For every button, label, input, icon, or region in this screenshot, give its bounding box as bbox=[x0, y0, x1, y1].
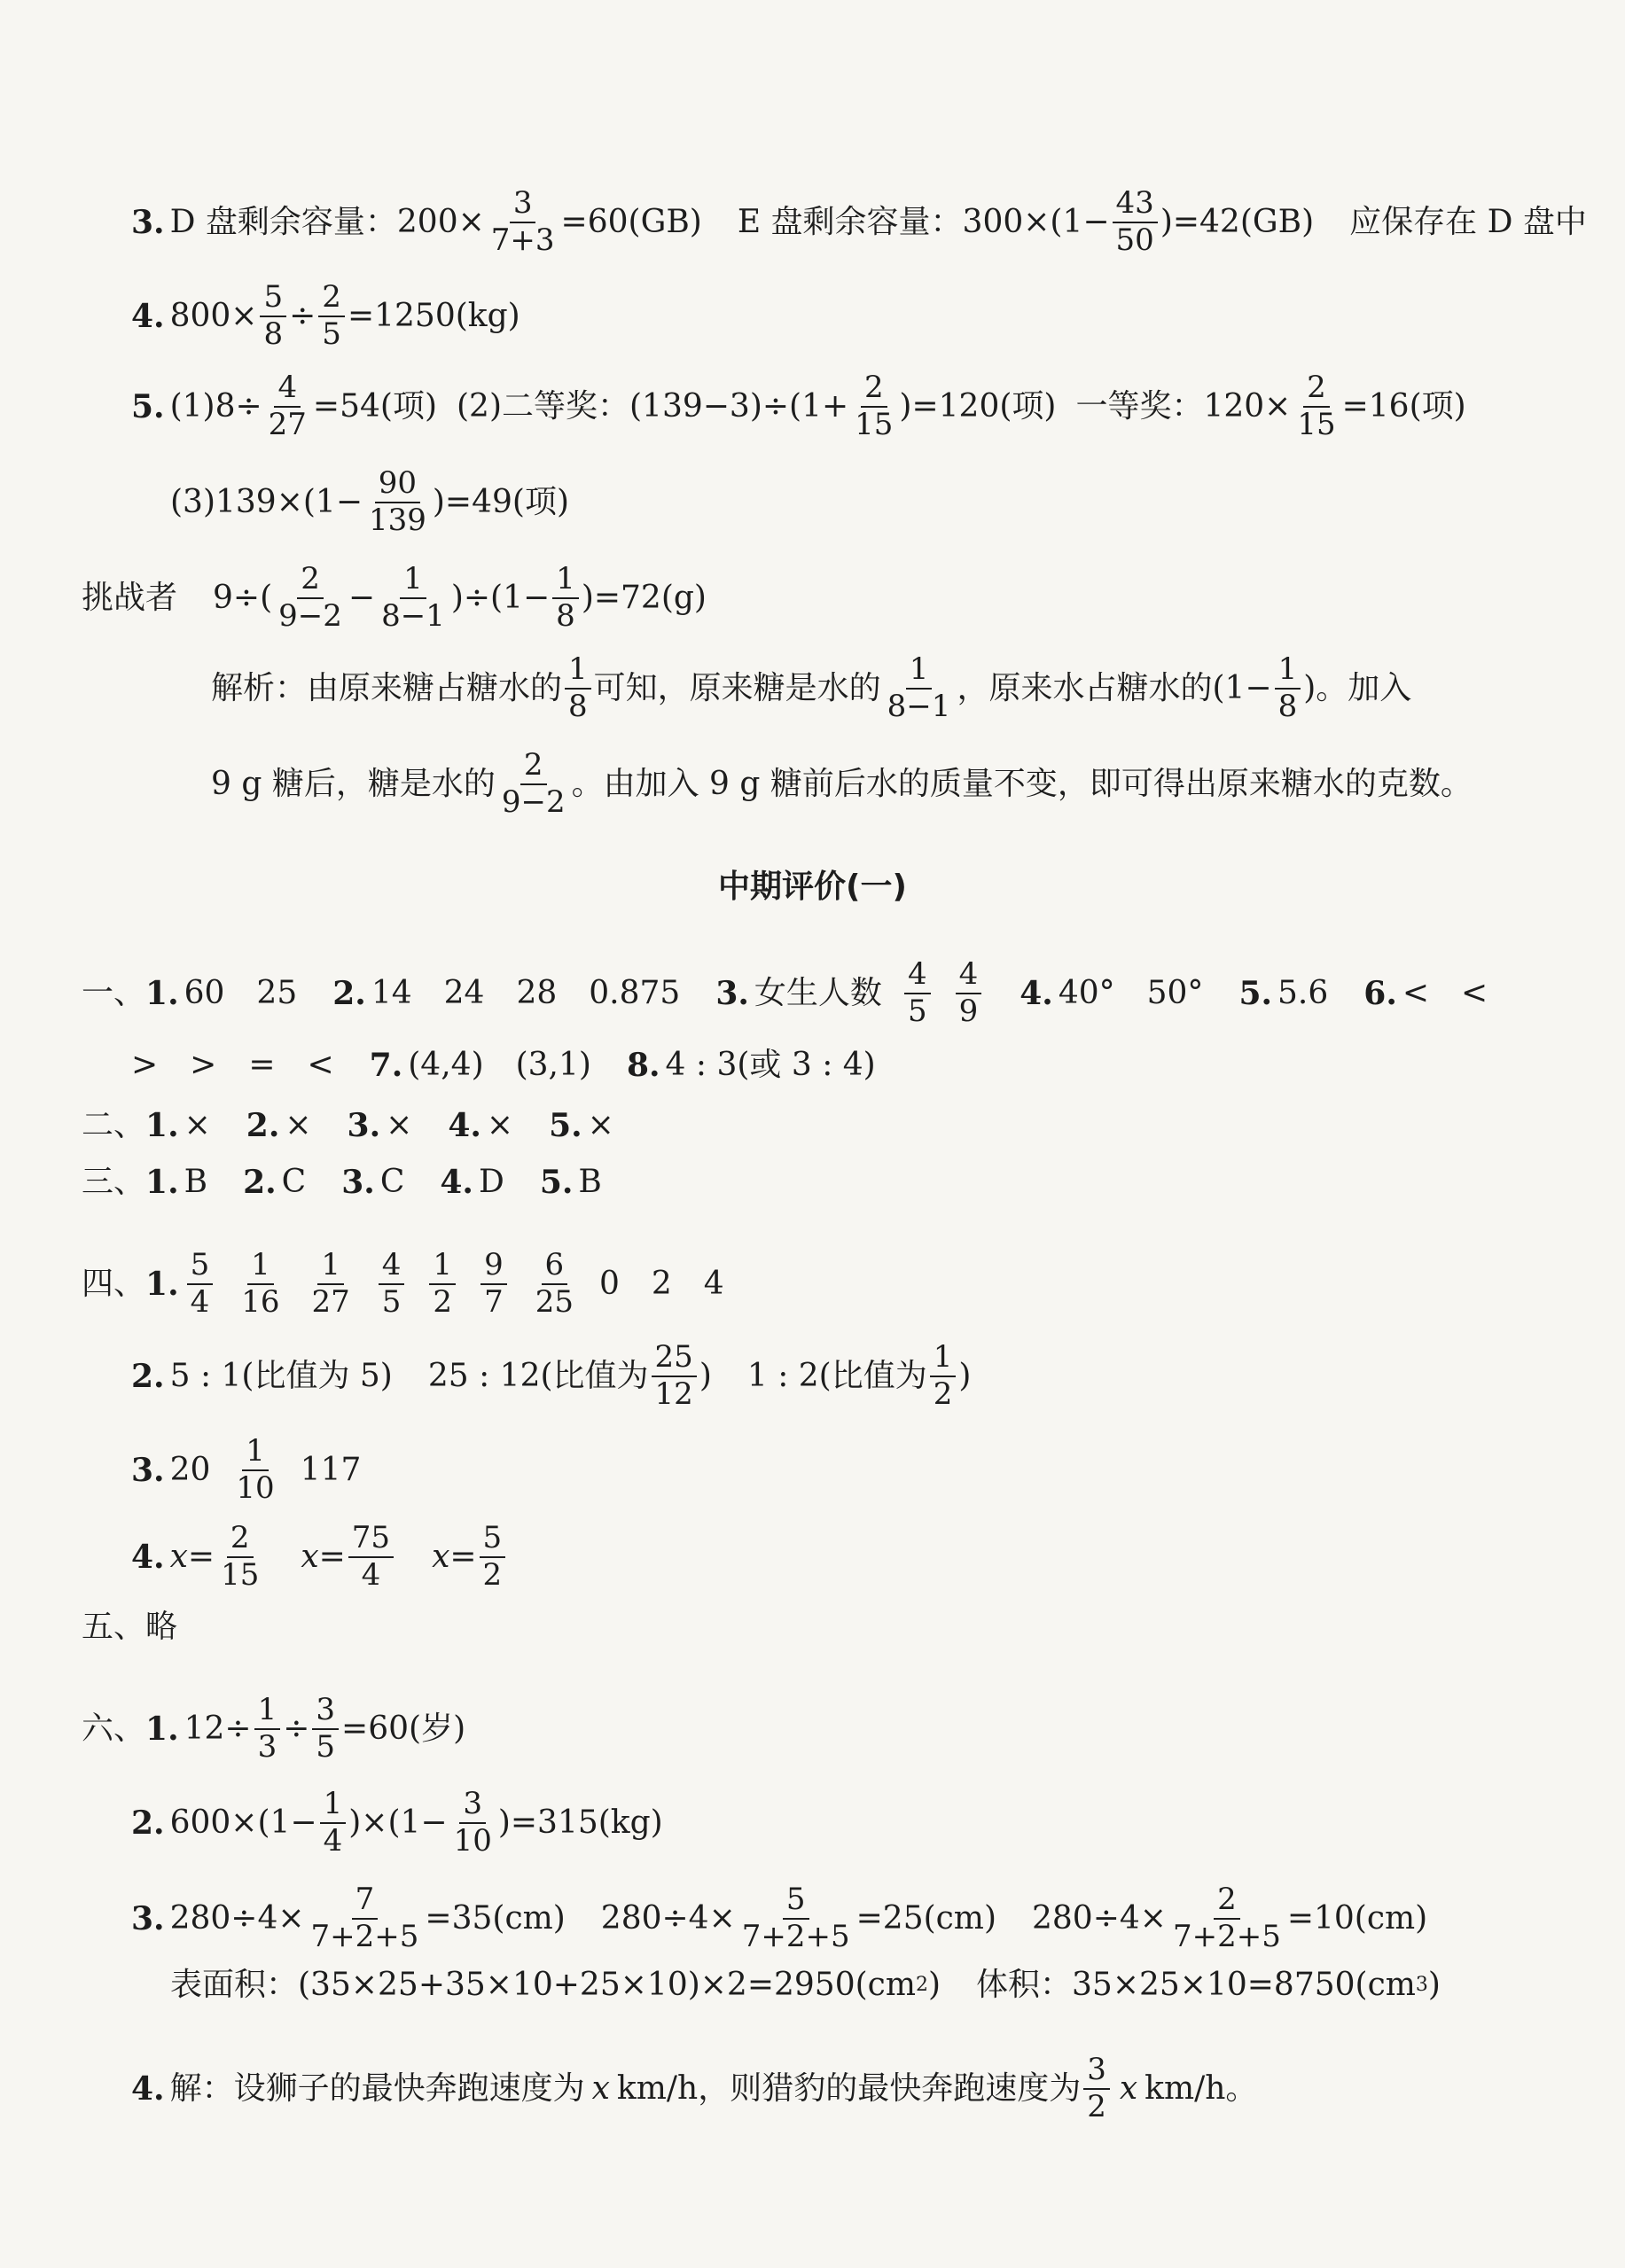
text: 280÷4× bbox=[1032, 1899, 1167, 1937]
text: > > = < bbox=[131, 1047, 334, 1083]
text: 一等奖：120× bbox=[1075, 387, 1292, 425]
item-number: 7. bbox=[369, 1047, 403, 1084]
item-number: 5. bbox=[549, 1107, 582, 1144]
text: 体积：35×25×10=8750(cm bbox=[976, 1967, 1416, 2003]
item-number: 1. bbox=[145, 1107, 179, 1144]
text: 12÷ bbox=[184, 1710, 252, 1747]
fraction: $\frac{4}{9}$ bbox=[956, 959, 982, 1027]
text: km/h。 bbox=[1145, 2069, 1258, 2107]
item-number: 3. bbox=[715, 974, 749, 1012]
text: =25(cm) bbox=[855, 1899, 996, 1937]
fraction: $\frac{1}{27}$ bbox=[311, 1247, 350, 1320]
text: x= bbox=[301, 1538, 346, 1575]
fraction: $\frac{2}{15}$ bbox=[855, 370, 894, 442]
fraction: $\frac{1}{2}$ bbox=[429, 1250, 456, 1318]
text: x= bbox=[432, 1538, 477, 1575]
text: 9 g 糖后，糖是水的 bbox=[211, 765, 496, 802]
text: 800× bbox=[169, 297, 258, 334]
text: x= bbox=[169, 1538, 215, 1575]
item-number: 4. bbox=[448, 1107, 481, 1144]
fraction: $\frac{25}{12}$ bbox=[652, 1342, 697, 1410]
part-label: 四、 bbox=[82, 1265, 146, 1302]
text: =16(项) bbox=[1341, 387, 1466, 425]
text: (3)139×(1− bbox=[170, 483, 363, 520]
fraction: $\frac{3}{7+3}$ bbox=[490, 185, 555, 258]
analysis-line-1 bbox=[0, 651, 1625, 724]
challenge-label: 挑战者 bbox=[82, 579, 178, 616]
text: ) bbox=[1427, 1967, 1441, 2003]
fraction: $\frac{5}{7+2+5}$ bbox=[741, 1882, 850, 1954]
fraction: $\frac{1}{3}$ bbox=[254, 1695, 281, 1763]
text: )=49(项) bbox=[432, 483, 569, 520]
item-number: 2. bbox=[332, 974, 366, 1012]
analysis-line-2 bbox=[0, 747, 1625, 820]
part-label: 二、 bbox=[82, 1107, 146, 1143]
text: 20 bbox=[169, 1451, 211, 1488]
text: )=315(kg) bbox=[497, 1804, 663, 1841]
fraction: $\frac{1}{8-1}$ bbox=[887, 651, 951, 724]
text: =60(岁) bbox=[341, 1710, 466, 1747]
text: 25 : 12(比值为 bbox=[427, 1357, 649, 1394]
fraction: $\frac{2}{9-2}$ bbox=[278, 561, 342, 634]
text: )÷(1− bbox=[450, 579, 551, 616]
item-number: 4. bbox=[440, 1164, 473, 1201]
text: B bbox=[184, 1164, 208, 1200]
fraction: $\frac{3}{10}$ bbox=[453, 1786, 492, 1859]
item-number: 1. bbox=[145, 1710, 179, 1748]
fraction: $\frac{1}{8}$ bbox=[552, 564, 579, 632]
answer-3 bbox=[0, 185, 1625, 258]
text: 表面积：(35×25+35×10+25×10)×2=2950(cm bbox=[170, 1967, 916, 2003]
fraction: $\frac{9}{7}$ bbox=[480, 1250, 507, 1318]
text: 。由加入 9 g 糖前后水的质量不变，即可得出原来糖水的克数。 bbox=[571, 765, 1473, 802]
text: < < bbox=[1402, 974, 1488, 1011]
text: B bbox=[578, 1164, 602, 1200]
text: 1 : 2(比值为 bbox=[746, 1357, 927, 1394]
item-number: 3. bbox=[341, 1164, 375, 1201]
part-2-line bbox=[0, 1107, 1625, 1144]
item-number: 3. bbox=[347, 1107, 381, 1144]
text: − bbox=[348, 579, 376, 616]
text: 女生人数 bbox=[754, 974, 882, 1011]
item-number: 4. bbox=[131, 297, 165, 335]
fraction: $\frac{5}{4}$ bbox=[187, 1250, 214, 1318]
superscript: 2 bbox=[915, 1974, 928, 1996]
text: 可知，原来糖是水的 bbox=[593, 669, 881, 706]
text: )。加入 bbox=[1303, 669, 1412, 706]
text: )=120(项) bbox=[899, 387, 1057, 425]
item-number: 2. bbox=[246, 1107, 280, 1144]
text: 9÷( bbox=[213, 579, 273, 616]
item-number: 3. bbox=[131, 1899, 165, 1937]
part-1-line-1 bbox=[0, 956, 1625, 1029]
item-number: 5. bbox=[131, 387, 165, 425]
text: 280÷4× bbox=[169, 1899, 305, 1937]
fraction: $\frac{1}{4}$ bbox=[320, 1789, 347, 1857]
item-number: 5. bbox=[539, 1164, 574, 1201]
item-number: 1. bbox=[145, 1164, 179, 1201]
text: km/h，则猎豹的最快奔跑速度为 bbox=[616, 2069, 1082, 2107]
text: )=42(GB) bbox=[1160, 203, 1315, 240]
item-number: 1. bbox=[145, 1265, 179, 1303]
text: 14 24 28 0.875 bbox=[371, 974, 681, 1011]
part-6-line-3b bbox=[0, 1969, 1625, 2001]
fraction: $\frac{3}{5}$ bbox=[312, 1695, 339, 1763]
fraction: $\frac{2}{5}$ bbox=[318, 282, 345, 350]
fraction: $\frac{4}{27}$ bbox=[268, 370, 307, 442]
item-number: 2. bbox=[131, 1357, 165, 1395]
item-number: 3. bbox=[131, 1451, 165, 1489]
part-1-line-2 bbox=[0, 1047, 1625, 1084]
text: 60 25 bbox=[184, 974, 298, 1011]
part-6-line-1 bbox=[0, 1692, 1625, 1765]
item-number: 8. bbox=[626, 1047, 660, 1084]
item-number: 4. bbox=[1020, 974, 1053, 1012]
text: 280÷4× bbox=[600, 1899, 736, 1937]
text: ) bbox=[927, 1967, 941, 2003]
part-6-line-3 bbox=[0, 1884, 1625, 1952]
text: x bbox=[591, 2069, 610, 2107]
answer-5 bbox=[0, 372, 1625, 440]
text: D 盘剩余容量：200× bbox=[169, 203, 485, 240]
text: × bbox=[587, 1107, 614, 1143]
part-label: 一、 bbox=[82, 974, 146, 1011]
part-4-line-2 bbox=[0, 1339, 1625, 1412]
text: )=72(g) bbox=[581, 579, 707, 616]
text: (1)8÷ bbox=[169, 387, 262, 425]
fraction: $\frac{5}{8}$ bbox=[260, 282, 286, 350]
fraction: $\frac{90}{139}$ bbox=[368, 465, 426, 538]
item-number: 5. bbox=[1238, 974, 1273, 1012]
fraction: $\frac{1}{8-1}$ bbox=[381, 561, 445, 634]
text: =10(cm) bbox=[1286, 1899, 1428, 1937]
fraction: $\frac{1}{8}$ bbox=[1275, 654, 1301, 722]
text: x bbox=[1119, 2069, 1138, 2107]
text: 5 : 1(比值为 5) bbox=[169, 1357, 393, 1394]
text: × bbox=[184, 1107, 211, 1143]
fraction: $\frac{43}{50}$ bbox=[1113, 188, 1158, 256]
part-label: 五、略 bbox=[82, 1609, 178, 1645]
item-number: 3. bbox=[131, 203, 165, 241]
fraction: $\frac{4}{5}$ bbox=[904, 959, 931, 1027]
fraction: $\frac{2}{9-2}$ bbox=[501, 747, 566, 820]
item-number: 2. bbox=[243, 1164, 277, 1201]
text: 117 bbox=[300, 1451, 362, 1488]
text: × bbox=[486, 1107, 514, 1143]
text: 0 2 4 bbox=[598, 1265, 724, 1302]
fraction: $\frac{2}{15}$ bbox=[1297, 370, 1336, 442]
text: C bbox=[379, 1164, 405, 1200]
text: ，原来水占糖水的(1− bbox=[957, 669, 1272, 706]
fraction: $\frac{75}{4}$ bbox=[348, 1523, 394, 1591]
part-4-line-3 bbox=[0, 1433, 1625, 1506]
fraction: $\frac{4}{5}$ bbox=[379, 1250, 405, 1318]
fraction: $\frac{1}{16}$ bbox=[241, 1247, 280, 1320]
item-number: 2. bbox=[131, 1804, 165, 1842]
item-number: 1. bbox=[145, 974, 179, 1012]
text: (4,4) (3,1) bbox=[408, 1047, 591, 1083]
part-4-line-4 bbox=[0, 1520, 1625, 1593]
part-label: 六、 bbox=[82, 1710, 146, 1747]
text: 600×(1− bbox=[169, 1804, 317, 1841]
fraction: $\frac{6}{25}$ bbox=[535, 1247, 574, 1320]
text: =1250(kg) bbox=[347, 297, 520, 334]
part-6-line-4 bbox=[0, 2054, 1625, 2123]
fraction: $\frac{1}{10}$ bbox=[236, 1433, 275, 1506]
text: × bbox=[386, 1107, 413, 1143]
fraction: $\frac{1}{8}$ bbox=[565, 654, 591, 722]
part-5-line bbox=[0, 1611, 1625, 1643]
text: =35(cm) bbox=[425, 1899, 566, 1937]
text: ) bbox=[699, 1357, 712, 1394]
fraction: $\frac{2}{7+2+5}$ bbox=[1172, 1882, 1281, 1954]
text: ÷ bbox=[283, 1710, 310, 1747]
fraction: $\frac{1}{2}$ bbox=[930, 1342, 957, 1410]
text: ÷ bbox=[289, 297, 316, 334]
text: ) bbox=[958, 1357, 972, 1394]
fraction: $\frac{7}{7+2+5}$ bbox=[310, 1882, 419, 1954]
text: × bbox=[285, 1107, 312, 1143]
item-number: 4. bbox=[131, 2069, 165, 2108]
text: (2)二等奖：(139−3)÷(1+ bbox=[457, 387, 849, 425]
answer-5-part-3 bbox=[0, 465, 1625, 538]
text: =60(GB) bbox=[560, 203, 702, 240]
text: )×(1− bbox=[348, 1804, 448, 1841]
text: C bbox=[281, 1164, 307, 1200]
part-4-line-1 bbox=[0, 1247, 1625, 1320]
text: 4 : 3(或 3 : 4) bbox=[665, 1047, 876, 1083]
text: 应保存在 D 盘中 bbox=[1349, 203, 1587, 240]
challenge-line bbox=[0, 561, 1625, 634]
part-3-line bbox=[0, 1164, 1625, 1201]
part-label: 三、 bbox=[82, 1164, 146, 1200]
fraction: $\frac{5}{2}$ bbox=[480, 1523, 506, 1591]
text: 40° 50° bbox=[1058, 974, 1204, 1011]
superscript: 3 bbox=[1415, 1974, 1428, 1996]
answer-4 bbox=[0, 279, 1625, 352]
text: =54(项) bbox=[312, 387, 437, 425]
text: D bbox=[478, 1164, 504, 1200]
text: E 盘剩余容量：300×(1− bbox=[737, 203, 1110, 240]
section-title: 中期评价(一) bbox=[718, 869, 907, 905]
fraction: $\frac{3}{2}$ bbox=[1083, 2054, 1110, 2123]
part-6-line-2 bbox=[0, 1786, 1625, 1859]
item-number: 6. bbox=[1363, 974, 1397, 1012]
text: 5.6 bbox=[1277, 974, 1329, 1011]
text: 解析：由原来糖占糖水的 bbox=[211, 669, 563, 706]
fraction: $\frac{2}{15}$ bbox=[221, 1520, 260, 1593]
text: 解：设狮子的最快奔跑速度为 bbox=[169, 2069, 585, 2107]
item-number: 4. bbox=[131, 1538, 165, 1576]
